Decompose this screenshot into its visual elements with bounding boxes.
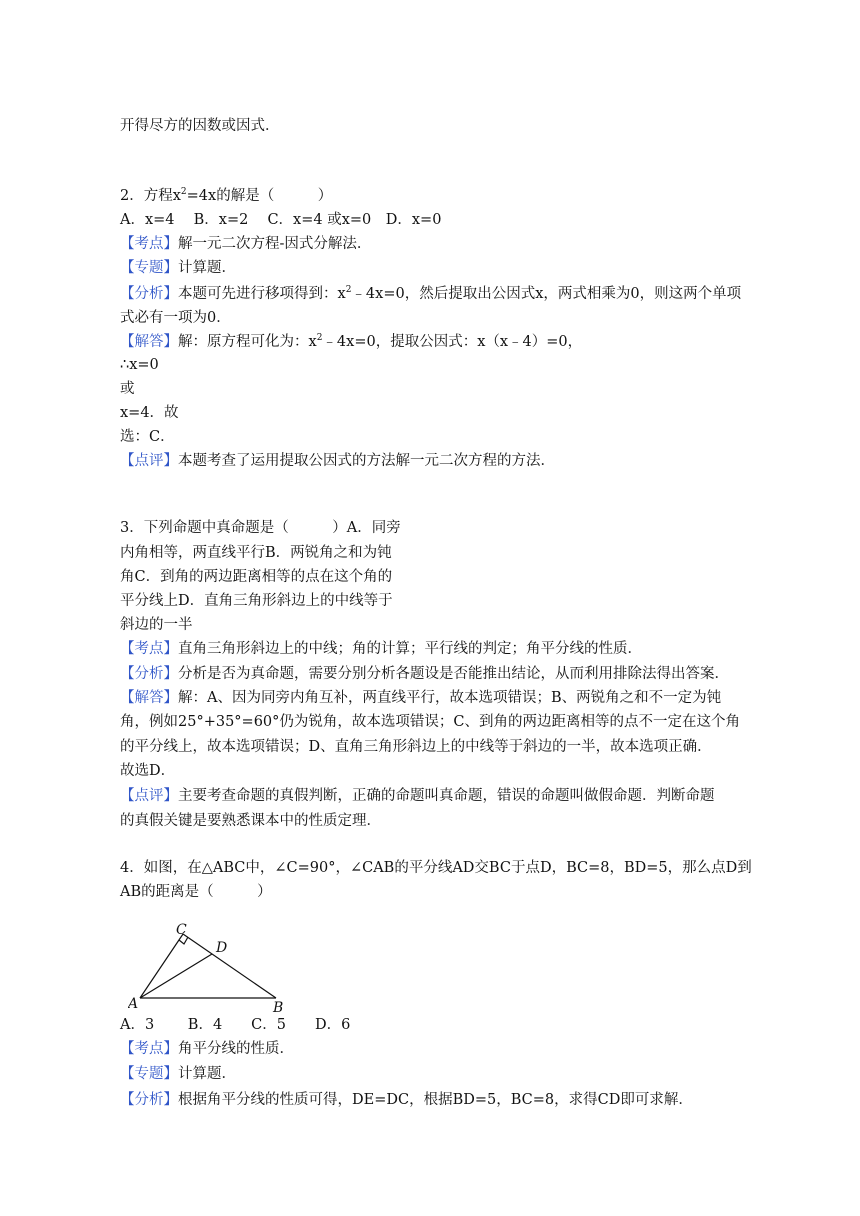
q3-stem-3: 角C．到角的两边距离相等的点在这个角的: [120, 569, 393, 585]
q2-dianping: 【点评】本题考查了运用提取公因式的方法解一元二次方程的方法．: [120, 453, 555, 469]
q2-fenxi-cont: 式必有一项为0．: [120, 310, 231, 326]
q2-jieda: 【解答】解：原方程可化为：$x^2﹣4x=0$，提取公因式：x（x﹣4）=0，: [120, 333, 583, 350]
q3-jieda-3: 的平分线上，故本选项错误；D、直角三角形斜边上的中线等于斜边的一半，故本选项正确．: [120, 739, 712, 755]
q2-fenxi: 【分析】本题可先进行移项得到：$x^2﹣4x=0$，然后提取出公因式x，两式相乘为0，则这两个单项: [120, 285, 742, 302]
q3-fenxi: 【分析】分析是否为真命题，需要分别分析各题设是否能推出结论，从而利用排除法得出答案．: [120, 666, 729, 682]
q4-kaodian: 【考点】角平分线的性质．: [120, 1041, 294, 1057]
triangle-figure: [128, 922, 298, 1014]
q3-dianping: 【点评】主要考查命题的真假判断，正确的命题叫真命题，错误的命题叫做假命题．判断命题: [120, 788, 715, 804]
label-c: C: [176, 922, 187, 938]
q3-dianping-2: 的真假关键是要熟悉课本中的性质定理．: [120, 813, 381, 829]
continued-text: 开得尽方的因数或因式．: [120, 118, 280, 134]
q2-step-4: 选：C．: [120, 429, 175, 445]
q4-options: A．3 B．4 C．5 D．6: [120, 1017, 351, 1033]
q2-step-3: x=4．故: [120, 405, 179, 421]
q2-kaodian: 【考点】解一元二次方程-因式分解法．: [120, 236, 372, 252]
q3-kaodian: 【考点】直角三角形斜边上的中线；角的计算；平行线的判定；角平分线的性质．: [120, 641, 642, 657]
label-a: A: [128, 996, 139, 1012]
side-cb: [183, 934, 276, 998]
q4-stem-1: 4．如图，在△ABC中，∠C=90°，∠CAB的平分线AD交BC于点D，BC=8，BD=5，那么点D到: [120, 860, 752, 876]
q3-stem-4: 平分线上D．直角三角形斜边上的中线等于: [120, 593, 393, 609]
q4-stem-2: AB的距离是（ ）: [120, 884, 272, 900]
q3-jieda-2: 角，例如25°+35°=60°仍为锐角，故本选项错误；C、到角的两边距离相等的点不一定在这个角: [120, 714, 740, 730]
q3-stem-1: 3．下列命题中真命题是（ ）A．同旁: [120, 520, 401, 536]
bisector-ad: [140, 954, 212, 998]
q2-step-2: 或: [120, 381, 135, 397]
q2-step-1: ∴x=0: [120, 357, 159, 373]
q3-jieda: 【解答】解：A、因为同旁内角互补，两直线平行，故本选项错误；B、两锐角之和不一定为钝: [120, 690, 722, 706]
q2-zhuanti: 【专题】计算题．: [120, 260, 236, 276]
q4-fenxi: 【分析】根据角平分线的性质可得，DE=DC，根据BD=5，BC=8，求得CD即可求解．: [120, 1092, 693, 1108]
q2-options: A．x=4 B．x=2 C．x=4 或x=0 D．x=0: [120, 212, 442, 228]
label-b: B: [273, 1000, 284, 1014]
q2-stem: 2．方程$x^2=4x$的解是（ ）: [120, 187, 333, 204]
q4-zhuanti: 【专题】计算题．: [120, 1066, 236, 1082]
side-ca: [140, 934, 183, 998]
q3-stem-5: 斜边的一半: [120, 617, 193, 633]
q3-jieda-4: 故选D．: [120, 763, 176, 779]
label-d: D: [216, 940, 228, 956]
q3-stem-2: 内角相等，两直线平行B．两锐角之和为钝: [120, 545, 392, 561]
